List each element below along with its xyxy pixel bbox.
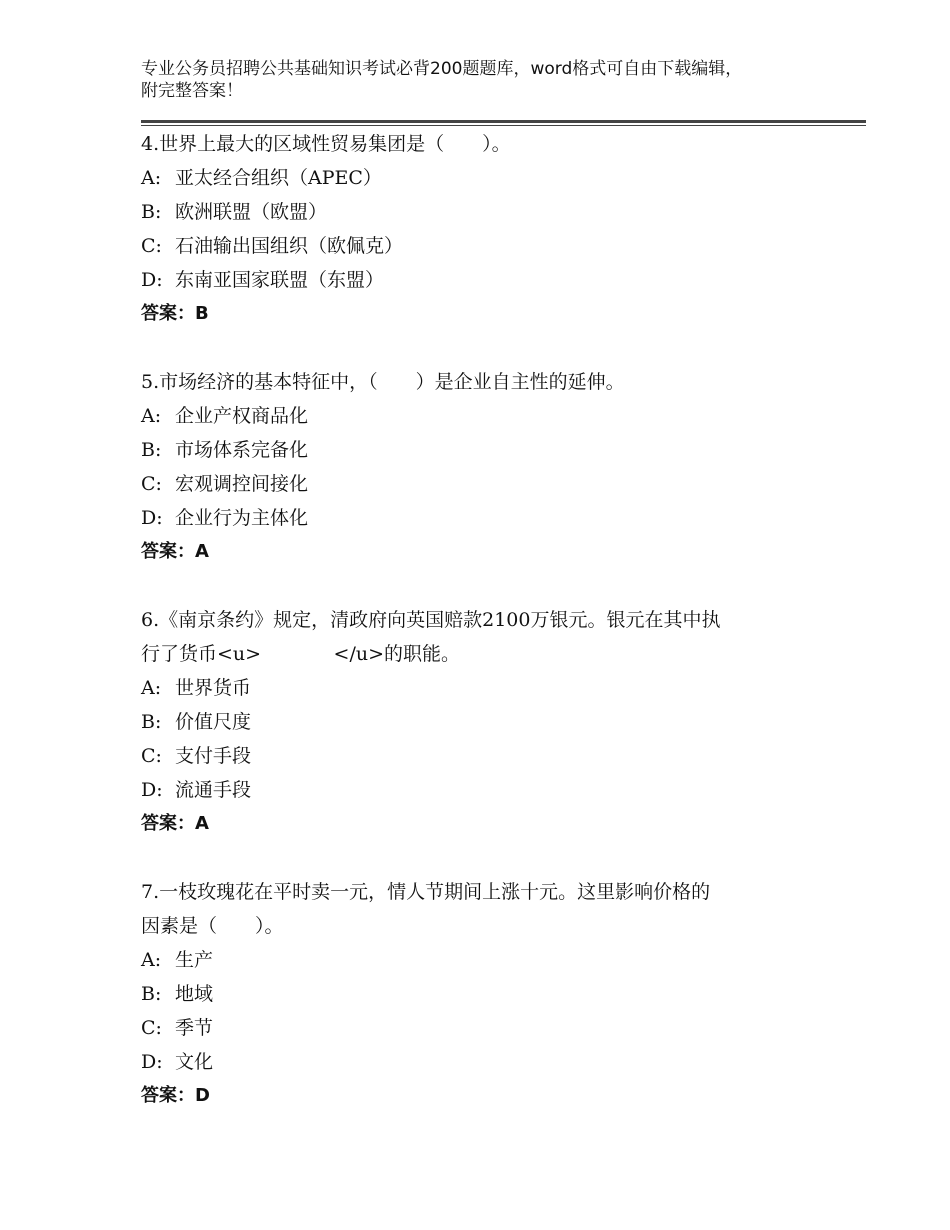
option-text: 石油输出国组织（欧佩克）: [175, 235, 404, 257]
question-text-line-2: 行了货币<u> </u>的职能。: [141, 643, 461, 665]
header-divider-thin: [141, 125, 866, 126]
option-d: [141, 1045, 841, 1079]
option-text: 地域: [175, 983, 214, 1005]
option-b: [141, 195, 841, 229]
question-6: [141, 603, 841, 841]
option-text: 市场体系完备化: [175, 439, 309, 461]
option-c: [141, 229, 841, 263]
option-text: 流通手段: [175, 779, 252, 801]
option-letter: C:: [141, 1017, 162, 1039]
option-text: 生产: [175, 949, 214, 971]
answer-label: 答案：A: [141, 541, 209, 562]
option-text: 东南亚国家联盟（东盟）: [175, 269, 385, 291]
option-c: [141, 739, 841, 773]
question-text-line-1: 6.《南京条约》规定，清政府向英国赔款2100万银元。银元在其中执: [141, 609, 721, 631]
option-b: [141, 977, 841, 1011]
option-letter: A:: [141, 167, 162, 189]
answer-label: 答案：B: [141, 303, 209, 324]
option-letter: D:: [141, 269, 163, 291]
option-letter: D:: [141, 507, 163, 529]
option-text: 季节: [175, 1017, 214, 1039]
option-letter: C:: [141, 235, 162, 257]
header-line-2: 附完整答案！: [141, 81, 243, 101]
option-text: 企业行为主体化: [175, 507, 309, 529]
option-text: 亚太经合组织（APEC）: [175, 167, 382, 189]
option-a: [141, 399, 841, 433]
option-letter: B:: [141, 983, 162, 1005]
option-text: 企业产权商品化: [175, 405, 309, 427]
question-7: [141, 875, 841, 1113]
question-list: [141, 127, 841, 1147]
option-a: [141, 671, 841, 705]
header-line-1: 专业公务员招聘公共基础知识考试必背200题题库，word格式可自由下载编辑，: [141, 59, 743, 79]
question-text: 4.世界上最大的区域性贸易集团是（ ）。: [141, 133, 511, 155]
option-text: 世界货币: [175, 677, 252, 699]
option-letter: C:: [141, 745, 162, 767]
option-letter: A:: [141, 677, 162, 699]
option-text: 文化: [175, 1051, 214, 1073]
option-letter: D:: [141, 779, 163, 801]
option-a: [141, 943, 841, 977]
question-5: [141, 365, 841, 569]
question-text: 5.市场经济的基本特征中，（ ）是企业自主性的延伸。: [141, 371, 625, 393]
option-d: [141, 773, 841, 807]
option-letter: B:: [141, 201, 162, 223]
option-letter: B:: [141, 439, 162, 461]
option-letter: A:: [141, 949, 162, 971]
option-d: [141, 501, 841, 535]
option-b: [141, 433, 841, 467]
document-header: [141, 58, 861, 102]
question-text-line-2: 因素是（ ）。: [141, 915, 284, 937]
option-b: [141, 705, 841, 739]
answer-label: 答案：D: [141, 1085, 210, 1106]
question-4: [141, 127, 841, 331]
option-text: 宏观调控间接化: [175, 473, 309, 495]
option-letter: B:: [141, 711, 162, 733]
option-text: 价值尺度: [175, 711, 252, 733]
option-c: [141, 1011, 841, 1045]
option-d: [141, 263, 841, 297]
answer-label: 答案：A: [141, 813, 209, 834]
option-letter: D:: [141, 1051, 163, 1073]
option-a: [141, 161, 841, 195]
option-text: 欧洲联盟（欧盟）: [175, 201, 328, 223]
option-text: 支付手段: [175, 745, 252, 767]
option-letter: C:: [141, 473, 162, 495]
option-c: [141, 467, 841, 501]
header-divider-thick: [141, 120, 866, 123]
option-letter: A:: [141, 405, 162, 427]
question-text-line-1: 7.一枝玫瑰花在平时卖一元，情人节期间上涨十元。这里影响价格的: [141, 881, 711, 903]
